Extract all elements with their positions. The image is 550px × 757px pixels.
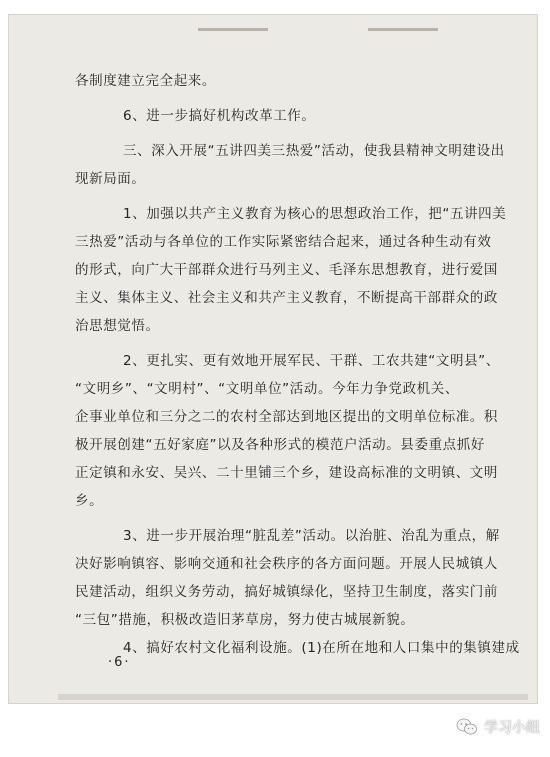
text-line: 3、进一步开展治理“脏乱差”活动。以治脏、治乱为重点，解 — [123, 528, 500, 544]
text-line: 企事业单位和三分之二的农村全部达到地区提出的文明单位标准。积 — [75, 409, 498, 425]
watermark-text: 学习小组 — [484, 720, 540, 736]
watermark — [456, 717, 540, 737]
staple-mark — [198, 28, 268, 31]
text-line: “文明乡”、“文明村”、“文明单位”活动。今年力争党政机关、 — [75, 381, 459, 397]
text-line: 1、加强以共产主义教育为核心的思想政治工作，把“五讲四美 — [123, 206, 507, 222]
staple-marks — [198, 28, 448, 36]
text-line: 乡。 — [75, 493, 104, 509]
text-line: 正定镇和永安、吴兴、二十里铺三个乡，建设高标准的文明镇、文明 — [75, 465, 498, 481]
text-line: 现新局面。 — [75, 171, 146, 187]
text-line: 极开展创建“五好家庭”以及各种形式的模范户活动。县委重点抓好 — [75, 437, 485, 453]
scanned-page — [8, 14, 538, 704]
text-line: 6、进一步搞好机构改革工作。 — [123, 108, 316, 124]
wechat-icon — [456, 718, 478, 736]
staple-mark — [368, 28, 438, 31]
scan-shadow — [58, 694, 528, 700]
text-line: 治思想觉悟。 — [75, 318, 160, 334]
text-line: 2、更扎实、更有效地开展军民、干群、工农共建“文明县”、 — [123, 353, 500, 369]
text-line: “三包”措施，积极改造旧茅草房，努力使古城展新貌。 — [75, 612, 415, 628]
text-line: 4、搞好农村文化福利设施。(1)在所在地和人口集中的集镇建成 — [123, 640, 520, 656]
text-line: 主义、集体主义、社会主义和共产主义教育，不断提高干部群众的政 — [75, 290, 498, 306]
page-number: ·6· — [108, 655, 131, 670]
text-line: 各制度建立完全起来。 — [75, 73, 216, 89]
text-line: 三、深入开展“五讲四美三热爱”活动，使我县精神文明建设出 — [123, 143, 505, 159]
text-line: 民建活动，组织义务劳动，搞好城镇绿化，坚持卫生制度，落实门前 — [75, 584, 498, 600]
text-line: 的形式，向广大干部群众进行马列主义、毛泽东思想教育，进行爱国 — [75, 262, 498, 278]
text-line: 决好影响镇容、影响交通和社会秩序的各方面问题。开展人民城镇人 — [75, 556, 498, 572]
text-line: 三热爱”活动与各单位的工作实际紧密结合起来，通过各种生动有效 — [75, 234, 492, 250]
